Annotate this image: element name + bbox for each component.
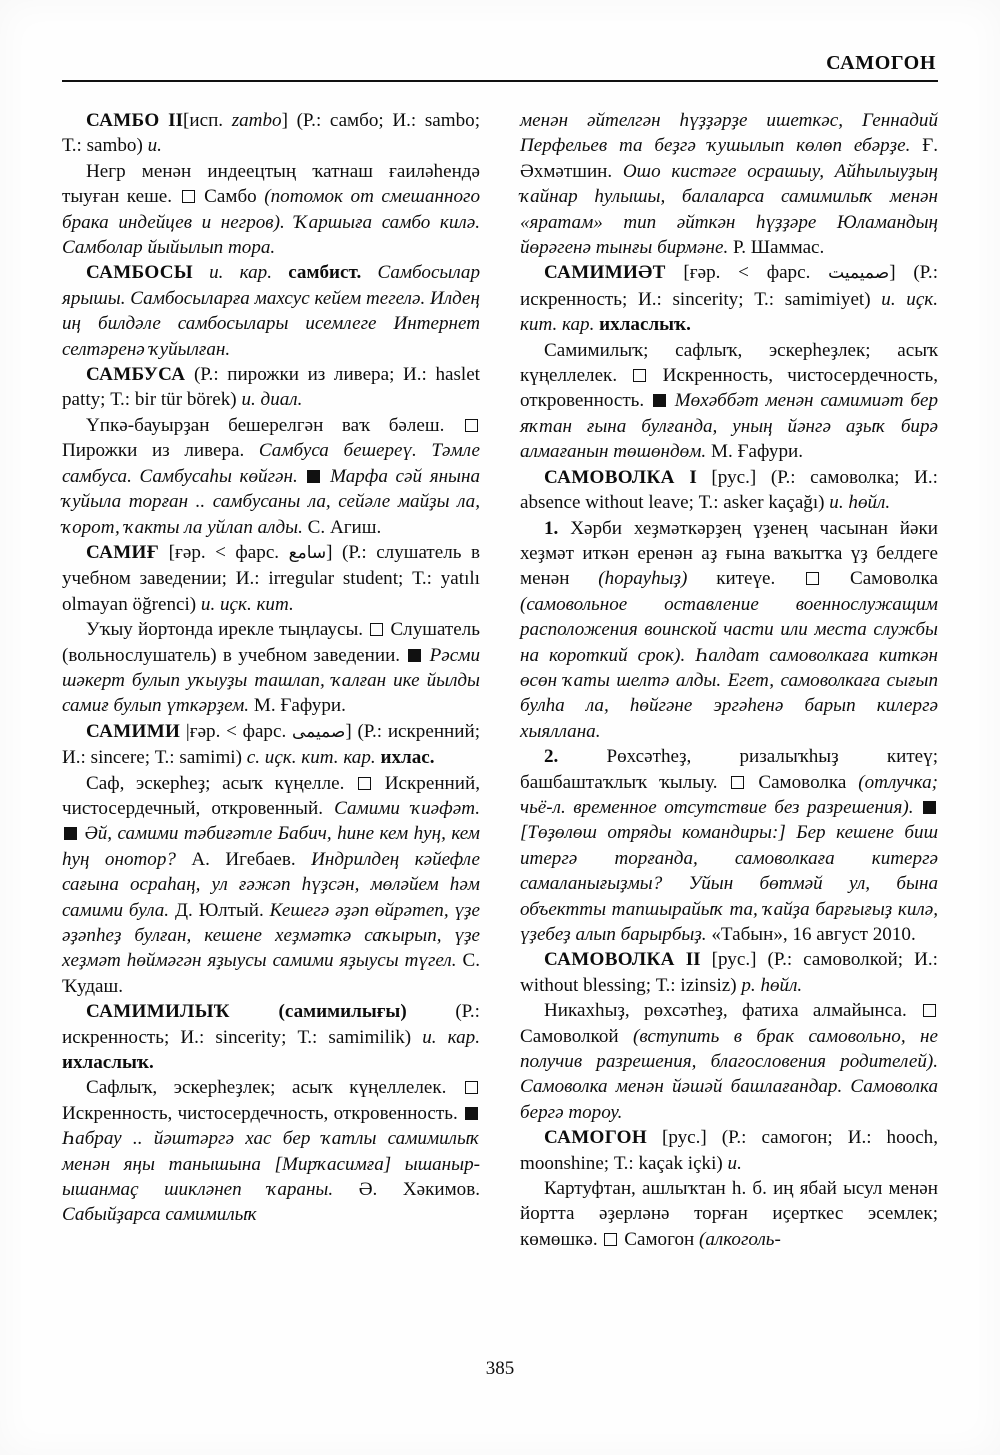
- quotation-source: А. Игебаев.: [191, 848, 296, 870]
- entry-samimiat: [520, 260, 938, 337]
- quotation-source: М. Ғафури.: [253, 695, 346, 717]
- solid-square-icon: [64, 827, 77, 840]
- definition: Үпкә-бауырҙан бешерелгән ваҡ бәлеш.: [86, 414, 445, 436]
- translation-gloss: (Р.: самогон; И.: hooch, moonshine; Т.: kaçak içki): [520, 1127, 938, 1174]
- header-rule: [62, 80, 938, 82]
- pos-label: и. иҫк. кит. кар.: [520, 288, 938, 336]
- arabic-etymon: صميميت: [828, 263, 890, 284]
- cross-reference: ихласлыҡ.: [599, 314, 691, 336]
- headword: САМИҒ: [86, 541, 160, 563]
- entry-samig: [62, 540, 480, 617]
- quotation-source: М. Ғафури.: [710, 441, 803, 463]
- pos-label: и. һөйл.: [829, 492, 891, 514]
- right-column: [520, 108, 938, 1252]
- hollow-square-icon: [604, 1233, 617, 1246]
- russian-equivalent: Самоволка: [849, 568, 938, 590]
- sense-number: 1.: [544, 517, 559, 539]
- translation-gloss: (Р.: самоволка; И.: absence without leave; Т.: asker kaçağı): [520, 466, 938, 514]
- hollow-square-icon: [923, 1004, 936, 1017]
- definition: Уҡыу йортонда ирекле тыңлаусы.: [86, 619, 364, 641]
- pos-label: р. һөйл.: [741, 974, 803, 996]
- entry-samimi: [62, 719, 480, 771]
- entry-samovolka-2-body: [520, 998, 938, 1125]
- entry-samimilyk: [62, 999, 480, 1075]
- hollow-square-icon: [182, 190, 195, 203]
- entry-samig-body: [62, 617, 480, 719]
- quotation-source: С. Агиш.: [307, 516, 382, 538]
- etymology-open: |ғәр. < фарс.: [185, 720, 292, 742]
- definition: Негр менән индеецтың ҡатнаш ғаиләһендә тыуған кеше.: [62, 160, 480, 208]
- arabic-etymon: صميمى: [291, 721, 346, 742]
- russian-parenthetical: (потомок от смешанного брака индейцев и негров).: [62, 186, 481, 233]
- entry-samovolka-1-sense-2: [520, 744, 938, 947]
- quotation-continuation: менән әйтелгән һүҙҙәрҙе ишеткәс, Геннадий Перфельев та беҙгә ҡушылып көлөп ебәрҙе.: [520, 110, 938, 157]
- solid-square-icon: [465, 1107, 478, 1120]
- entry-sambosy: [62, 260, 480, 362]
- headword: САМИМИ: [86, 720, 181, 742]
- roman-numeral: II: [168, 110, 184, 131]
- quotation: Кешегә әҙәп өйрәтеп, үҙе әҙәпһеҙ булған, кешене хеҙмәткә саҡырып, үҙе хеҙмәт һөймәгән яҙыусы самими яҙыусы түгел.: [62, 899, 480, 972]
- russian-equivalent: Искренний, чистосердечный, откровенный.: [62, 772, 480, 819]
- hollow-square-icon: [358, 777, 371, 790]
- quotation: [Төҙөлөш отряды командиры:] Бер кешене биш итергә торғанда, самоволкаға китергә самаланығыҙмы? Уйын бөтмәй ул, бына объектты тапшырайыҡ та, ҡайҙа барғығыҙ килә, үҙебеҙ алып барырбыҙ.: [520, 822, 938, 945]
- left-column: [62, 108, 480, 1252]
- etymology: [рус.]: [661, 1127, 722, 1149]
- quotation-continued-next-column: Сабыйҙарса самимилыҡ: [62, 1204, 258, 1226]
- pos-label: и. кар.: [209, 262, 272, 284]
- examples: Самбосылар ярышы. Самбосыларға махсус кейем тегелә. Илдең иң билдәле самбосылары исемлеге Интернет селтәренә ҡуйылған.: [62, 262, 481, 360]
- definition: Никахһыҙ, рөхсәтһеҙ, фатиха алмайынса.: [544, 1000, 907, 1022]
- translation-gloss: (Р.: самбо; И.: sambo; Т.: sambo): [62, 110, 480, 157]
- etymology-close: ]: [345, 720, 358, 742]
- cross-reference: самбист.: [288, 262, 362, 284]
- quotation-source: С. Ҡудаш.: [62, 950, 480, 997]
- etymology-close: ]: [281, 110, 297, 131]
- pos-label: и. иҫк. кит.: [200, 593, 294, 615]
- pos-label: и. диал.: [241, 389, 303, 411]
- entry-samimilyk-body: [62, 1075, 480, 1227]
- quotation-source: Д. Юлтый.: [175, 899, 264, 921]
- quotation-source: Ғ. Әхмәтшин.: [520, 135, 938, 182]
- russian-parenthetical: (самовольное оставление военнослужащим расположения воинской части или места службы на короткий срок).: [520, 593, 938, 666]
- running-head-area: [62, 52, 938, 82]
- etymology-close: ]: [889, 262, 914, 284]
- quotation: Рәсми шәкерт булып уҡыуҙы ташлап, ҡалған ике йылды самиғ булып үткәрҙем.: [62, 644, 480, 717]
- russian-equivalent: Самоволкой: [520, 1025, 634, 1047]
- russian-equivalent: Искренность, чистосердечность, откровенность.: [520, 365, 939, 412]
- pos-label: и. кар.: [422, 1026, 480, 1048]
- headword: САМБОСЫ: [86, 262, 193, 284]
- translation-gloss: (Р.: искренний; И.: sincere; Т.: samimi): [62, 720, 480, 769]
- examples: Һалдат самоволкаға киткән өсөн ҡаты шелтә алды. Егет, самоволкаға сығып булһа ла, һөйгәне эргәһенә барып килергә хыяллана.: [520, 644, 939, 742]
- solid-square-icon: [408, 649, 421, 662]
- headword: САМОВОЛКА: [544, 949, 675, 971]
- hollow-square-icon: [633, 369, 646, 382]
- headword: САМОГОН: [544, 1127, 647, 1149]
- quotation: Һабрау .. йәштәргә хас бер ҡатлы самимилыҡ менән яңы танышына [Мирҡасимға] ышаныр-ышанмаҫ шикләнеп ҡараны.: [62, 1128, 480, 1201]
- page-number: 385: [485, 1358, 515, 1379]
- pos-label: с. иҫк. кит. кар.: [246, 747, 376, 769]
- quotation: Мөхәббәт менән самимиәт бер яҡтан ғына булғанда, уның йәнгә аҙыҡ бирә алмағанын төшөндөм.: [520, 390, 939, 463]
- inflected-form: (самимилығы): [278, 1001, 407, 1023]
- solid-square-icon: [307, 470, 320, 483]
- translation-gloss: (Р.: самоволкой; И.: without blessing; Т.: izinsiz): [520, 949, 938, 996]
- cross-reference: ихласлыҡ.: [62, 1052, 154, 1074]
- entry-sambusa-body: [62, 413, 480, 540]
- entry-samovolka-1-sense-1: [520, 516, 938, 745]
- etymology-open: [ғәр. < фарс.: [683, 262, 829, 284]
- entry-sambo-2-body: [62, 159, 480, 261]
- examples: Самоволка менән йәшәй башлағандар. Самоволка бергә тороу.: [520, 1076, 938, 1123]
- entry-samogon: [520, 1125, 938, 1176]
- roman-numeral: I: [689, 466, 697, 488]
- russian-equivalent: Пирожки из ливера.: [62, 440, 245, 462]
- russian-equivalent: Самогон: [624, 1228, 699, 1250]
- russian-parenthetical-partial: (алкоголь-: [698, 1228, 781, 1250]
- headword: САМОВОЛКА: [544, 466, 675, 488]
- etymology: [рус.]: [711, 466, 771, 488]
- definition-italic-note: (һорауһыҙ): [598, 568, 688, 590]
- hollow-square-icon: [465, 419, 478, 432]
- definition: Картуфтан, ашлыҡтан һ. б. иң ябай ысул менән йортта әҙерләнә торған иҫерткес эсемлек; көмөшкә.: [520, 1178, 938, 1250]
- quotation-source: «Табын», 16 август 2010.: [711, 924, 916, 945]
- definition: Сафлыҡ, эскерһеҙлек; асыҡ күңеллелек.: [86, 1077, 447, 1099]
- definition-tail: китеүе.: [687, 568, 776, 590]
- entry-sambo-2: [62, 108, 480, 159]
- hollow-square-icon: [731, 776, 744, 789]
- cross-reference: ихлас.: [380, 747, 435, 769]
- solid-square-icon: [923, 801, 936, 814]
- quotation-source: Ә. Хәкимов.: [358, 1179, 480, 1201]
- headword: САМБУСА: [86, 364, 186, 386]
- entry-samimi-body: [62, 771, 480, 1000]
- quotation: Ошо кистәге осрашыу, Айһылыуҙың ҡайнар һулышы, балаларса самимилыҡ менән «яратам» тип әйткән һүҙҙәре Юламандың йөрәгенә тынғы бирмәне.: [520, 160, 938, 259]
- sense-number: 2.: [544, 746, 559, 768]
- etymology-open: [исп.: [183, 110, 232, 131]
- etymology-close: ]: [326, 541, 343, 563]
- etymology-source-word: zambo: [231, 110, 282, 131]
- headword: САМБО: [86, 110, 160, 131]
- definition: Рөхсәтһеҙ, ризалыҡһыҙ китеү; башбаштаҡлыҡ ҡылыу.: [520, 746, 938, 793]
- arabic-etymon: سامع: [288, 542, 327, 563]
- examples: Самими ҡиәфәт.: [334, 797, 480, 819]
- russian-parenthetical: (вступить в брак самовольно, не получив разрешения, благословения родителей).: [520, 1025, 938, 1073]
- russian-equivalent: Искренность, чистосердечность, откровенность.: [62, 1102, 458, 1124]
- hollow-square-icon: [806, 572, 819, 585]
- entry-samimilyk-continuation: [520, 108, 938, 260]
- hollow-square-icon: [465, 1081, 478, 1094]
- translation-gloss: (Р.: слушатель в учебном заведении; И.: irregular student; Т.: yatılı olmayan öğrenci): [62, 541, 481, 615]
- definition: Самимилыҡ; сафлыҡ, эскерһеҙлек; асыҡ күңеллелек.: [520, 339, 938, 387]
- quotation-source: Р. Шаммас.: [733, 237, 825, 259]
- etymology-open: [ғәр. < фарс.: [168, 541, 289, 563]
- headword: САМИМИӘТ: [544, 262, 666, 284]
- entry-samovolka-1: [520, 465, 938, 516]
- examples: Самбуса бешереү. Тәмле самбуса. Самбусаһы көйгән.: [62, 440, 480, 487]
- russian-equivalent: Самоволка: [758, 771, 859, 793]
- page-columns: [62, 108, 938, 1252]
- pos-label: и.: [147, 135, 162, 157]
- examples: Ҡаршыға самбо килә. Самболар йыйылып тора.: [62, 211, 480, 259]
- quotation: Индрилдең кәйефле сағына осраһаң, ул ғәжәп һүҙсән, мөләйем һәм самими була.: [62, 848, 481, 921]
- entry-samogon-body: [520, 1176, 938, 1252]
- quotation: Марфа сәй янына ҡуйыла торған .. самбусаны ла, сейәле майҙы ла, ҡорот, ҡакты ла уйлап алды.: [62, 465, 480, 538]
- entry-sambusa: [62, 362, 480, 413]
- definition: Саф, эскерһеҙ; асыҡ күңелле.: [86, 772, 345, 794]
- running-head: САМОГОН: [826, 52, 936, 74]
- translation-gloss: (Р.: искренность; И.: sincerity; Т.: samimilik): [62, 1001, 480, 1048]
- pos-label: и.: [727, 1152, 742, 1174]
- russian-equivalent: Слушатель (вольнослушатель) в учебном заведении.: [62, 619, 480, 666]
- russian-equivalent: Самбо: [204, 186, 265, 208]
- entry-samovolka-2: [520, 947, 938, 998]
- definition: Хәрби хеҙмәткәрҙең үҙенең часынан йәки хеҙмәт иткән еренән аҙ ғына ваҡытҡа үҙ белдеге менән: [520, 517, 938, 590]
- entry-samimiat-body: [520, 338, 938, 465]
- roman-numeral: II: [685, 949, 701, 971]
- translation-gloss: (Р.: пирожки из ливера; И.: haslet patty; Т.: bir tür börek): [62, 364, 480, 411]
- headword: САМИМИЛЫҠ: [86, 1001, 230, 1023]
- solid-square-icon: [653, 394, 666, 407]
- hollow-square-icon: [370, 623, 383, 636]
- translation-gloss: (Р.: искренность; И.: sincerity; Т.: samimiyet): [520, 262, 938, 310]
- etymology: [рус.]: [711, 949, 768, 971]
- quotation: Әй, самими тәбиғәтле Бабич, һине кем һуң, кем һуң онотор?: [62, 823, 480, 870]
- russian-parenthetical: (отлучка; чьё-л. временное отсутствие без разрешения).: [520, 771, 938, 818]
